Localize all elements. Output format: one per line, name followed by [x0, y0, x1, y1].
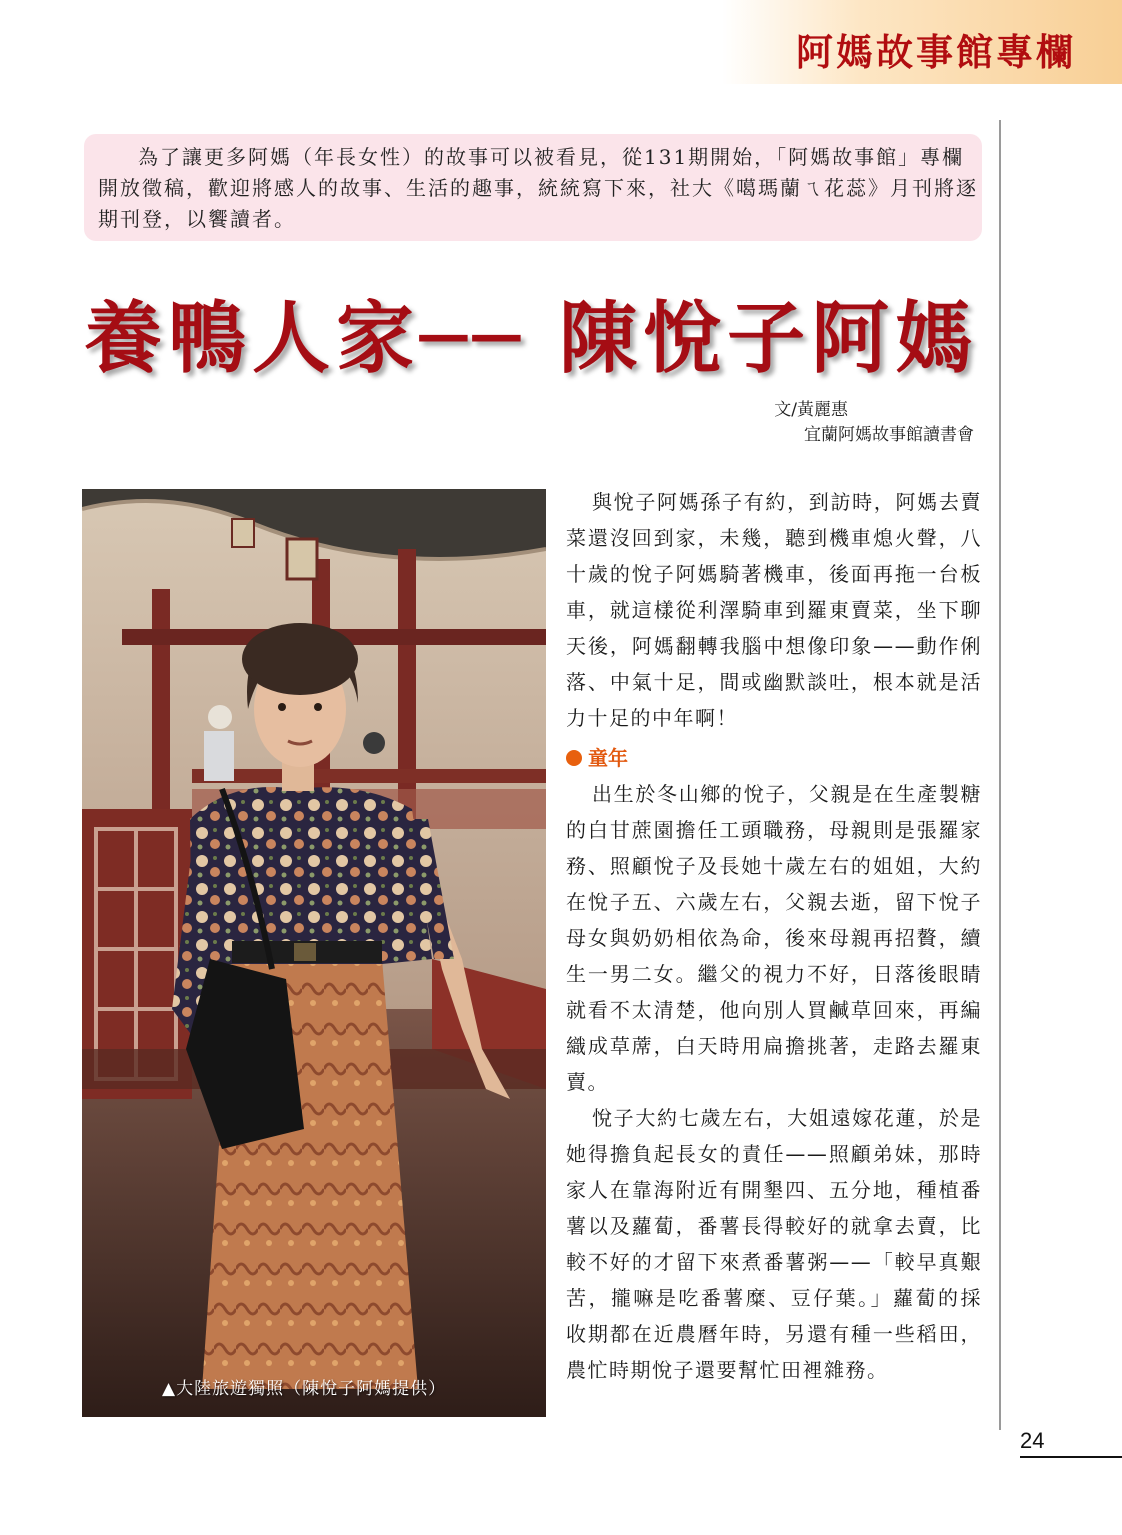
article-body: [566, 484, 982, 1388]
paragraph: 出生於冬山鄉的悅子，父親是在生產製糖的白甘蔗園擔任工頭職務，母親則是張羅家務、照顧悅子及長她十歲左右的姐姐，大約在悅子五、六歲左右，父親去逝，留下悅子母女與奶奶相依為命，後來母親再招贅，續生一男二女。繼父的視力不好，日落後眼睛就看不太清楚，他向別人買鹹草回來，再編織成草蓆，白天時用扁擔挑著，走路去羅東賣。: [566, 782, 982, 1094]
bullet-icon: [566, 750, 582, 766]
page-number-rule: [1020, 1456, 1122, 1458]
section-heading: [566, 740, 982, 776]
byline-author: 文/黃麗惠: [774, 400, 848, 420]
intro-text: 為了讓更多阿媽（年長女性）的故事可以被看見，從131期開始，「阿媽故事館」專欄開放徵稿，歡迎將感人的故事、生活的趣事，統統寫下來，社大《噶瑪蘭ㄟ花蕊》月刊將逐期刊登，以饗讀者。: [98, 145, 978, 231]
column-banner: [722, 0, 1122, 84]
article-photo: [82, 489, 546, 1417]
byline-org: 宜蘭阿媽故事館讀書會: [804, 425, 974, 445]
column-title: 阿媽故事館專欄: [796, 30, 1076, 74]
page-number: 24: [1020, 1428, 1045, 1453]
column-divider: [999, 120, 1001, 1430]
photo-illustration: [82, 489, 546, 1417]
photo-caption: ▲大陸旅遊獨照（陳悅子阿媽提供）: [162, 1379, 447, 1399]
article-title: 養鴨人家── 陳悅子阿媽: [84, 293, 980, 384]
byline: [774, 398, 974, 448]
intro-box: [84, 134, 982, 241]
paragraph: 悅子大約七歲左右，大姐遠嫁花蓮，於是她得擔負起長女的責任——照顧弟妹，那時家人在靠海附近有開墾四、五分地，種植番薯以及蘿蔔，番薯長得較好的就拿去賣，比較不好的才留下來煮番薯粥——「較早真艱苦，攏嘛是吃番薯糜、豆仔葉。」蘿蔔的採收期都在近農曆年時，另還有種一些稻田，農忙時期悅子還要幫忙田裡雜務。: [566, 1106, 982, 1382]
paragraph: 與悅子阿媽孫子有約，到訪時，阿媽去賣菜還沒回到家，未幾，聽到機車熄火聲，八十歲的悅子阿媽騎著機車，後面再拖一台板車，就這樣從利澤騎車到羅東賣菜，坐下聊天後，阿媽翻轉我腦中想像印象——動作俐落、中氣十足，間或幽默談吐，根本就是活力十足的中年啊！: [566, 490, 982, 730]
section-heading-text: 童年: [588, 746, 628, 770]
